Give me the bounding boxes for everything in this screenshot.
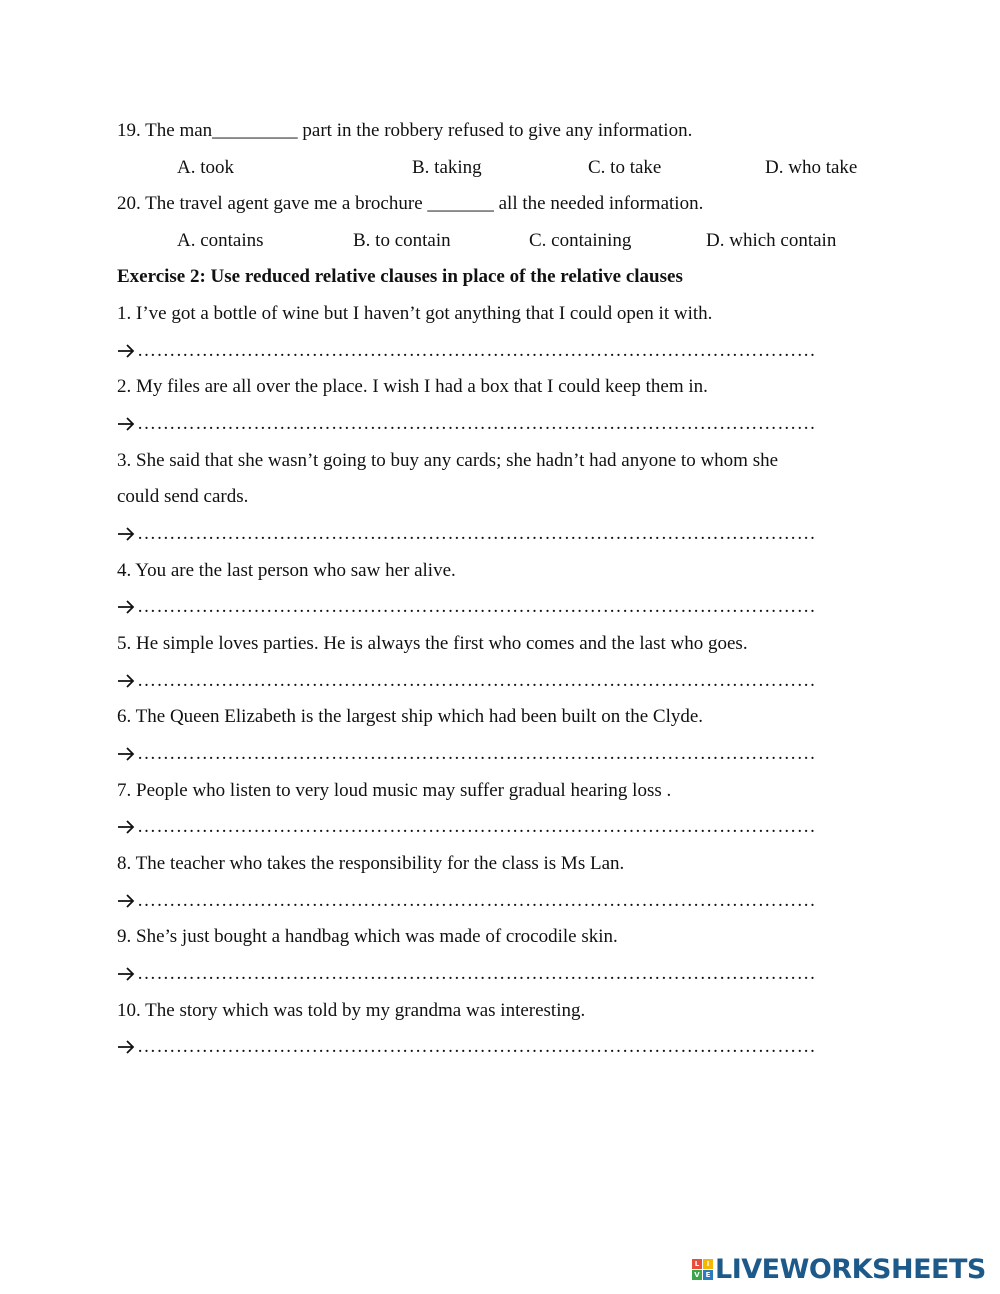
answer-line-4[interactable] bbox=[117, 595, 861, 619]
arrow-right-icon bbox=[117, 522, 137, 541]
answer-line-1[interactable] bbox=[117, 339, 861, 363]
answer-line-9[interactable] bbox=[117, 962, 861, 986]
logo-text: LIVEWORKSHEETS bbox=[715, 1253, 986, 1285]
answer-dots: …………………………………………………………………………………………… bbox=[137, 523, 816, 544]
exercise-2-item-4: 4. You are the last person who saw her alive. bbox=[117, 560, 456, 581]
q19-option-b[interactable]: B. taking bbox=[412, 157, 482, 178]
exercise-2-item-9: 9. She’s just bought a handbag which was made of crocodile skin. bbox=[117, 926, 618, 947]
arrow-right-icon bbox=[117, 889, 137, 908]
logo-mark-letter: V bbox=[692, 1270, 702, 1280]
exercise-2-item-7: 7. People who listen to very loud music may suffer gradual hearing loss . bbox=[117, 780, 672, 801]
arrow-right-icon bbox=[117, 962, 137, 981]
arrow-right-icon bbox=[117, 339, 137, 358]
exercise-2-item-3-cont: could send cards. bbox=[117, 486, 249, 507]
answer-dots: …………………………………………………………………………………………… bbox=[137, 413, 816, 434]
answer-line-7[interactable] bbox=[117, 815, 861, 839]
answer-dots: …………………………………………………………………………………………… bbox=[137, 596, 816, 617]
exercise-2-item-6: 6. The Queen Elizabeth is the largest ship which had been built on the Clyde. bbox=[117, 706, 704, 727]
answer-line-5[interactable] bbox=[117, 669, 861, 693]
answer-dots: …………………………………………………………………………………………… bbox=[137, 340, 816, 361]
question-19-options bbox=[0, 156, 1000, 180]
answer-dots: …………………………………………………………………………………………… bbox=[137, 963, 816, 984]
arrow-right-icon bbox=[117, 1035, 137, 1054]
answer-dots: …………………………………………………………………………………………… bbox=[137, 890, 816, 911]
logo-mark-letter: I bbox=[703, 1259, 713, 1269]
question-19-stem: 19. The man_________ part in the robbery refused to give any information. bbox=[117, 120, 693, 141]
answer-line-6[interactable] bbox=[117, 742, 861, 766]
logo-mark-letter: E bbox=[703, 1270, 713, 1280]
arrow-right-icon bbox=[117, 412, 137, 431]
exercise-2-item-8: 8. The teacher who takes the responsibility for the class is Ms Lan. bbox=[117, 853, 625, 874]
answer-dots: …………………………………………………………………………………………… bbox=[137, 816, 816, 837]
answer-dots: …………………………………………………………………………………………… bbox=[137, 670, 816, 691]
q19-option-a[interactable]: A. took bbox=[177, 157, 234, 178]
answer-line-2[interactable] bbox=[117, 412, 861, 436]
exercise-2-item-1: 1. I’ve got a bottle of wine but I haven’t got anything that I could open it with. bbox=[117, 303, 713, 324]
arrow-right-icon bbox=[117, 742, 137, 761]
question-20-stem: 20. The travel agent gave me a brochure _______ all the needed information. bbox=[117, 193, 704, 214]
answer-dots: …………………………………………………………………………………………… bbox=[137, 1036, 816, 1057]
question-20-options bbox=[0, 229, 1000, 253]
exercise-2-item-2: 2. My files are all over the place. I wish I had a box that I could keep them in. bbox=[117, 376, 708, 397]
exercise-2-heading: Exercise 2: Use reduced relative clauses in place of the relative clauses bbox=[117, 266, 683, 287]
exercise-2-item-10: 10. The story which was told by my grandma was interesting. bbox=[117, 1000, 586, 1021]
answer-dots: …………………………………………………………………………………………… bbox=[137, 743, 816, 764]
arrow-right-icon bbox=[117, 815, 137, 834]
liveworksheets-logo bbox=[692, 1253, 986, 1285]
exercise-2-item-3: 3. She said that she wasn’t going to buy any cards; she hadn’t had anyone to whom she bbox=[117, 450, 779, 471]
arrow-right-icon bbox=[117, 669, 137, 688]
logo-mark-icon bbox=[692, 1259, 713, 1280]
arrow-right-icon bbox=[117, 595, 137, 614]
q19-option-c[interactable]: C. to take bbox=[588, 157, 662, 178]
q20-option-c[interactable]: C. containing bbox=[529, 230, 632, 251]
exercise-2-item-5: 5. He simple loves parties. He is always the first who comes and the last who goes. bbox=[117, 633, 748, 654]
answer-line-8[interactable] bbox=[117, 889, 861, 913]
q20-option-d[interactable]: D. which contain bbox=[706, 230, 837, 251]
logo-mark-letter: L bbox=[692, 1259, 702, 1269]
answer-line-3[interactable] bbox=[117, 522, 861, 546]
answer-line-10[interactable] bbox=[117, 1035, 861, 1059]
q19-option-d[interactable]: D. who take bbox=[765, 157, 858, 178]
q20-option-b[interactable]: B. to contain bbox=[353, 230, 451, 251]
q20-option-a[interactable]: A. contains bbox=[177, 230, 264, 251]
